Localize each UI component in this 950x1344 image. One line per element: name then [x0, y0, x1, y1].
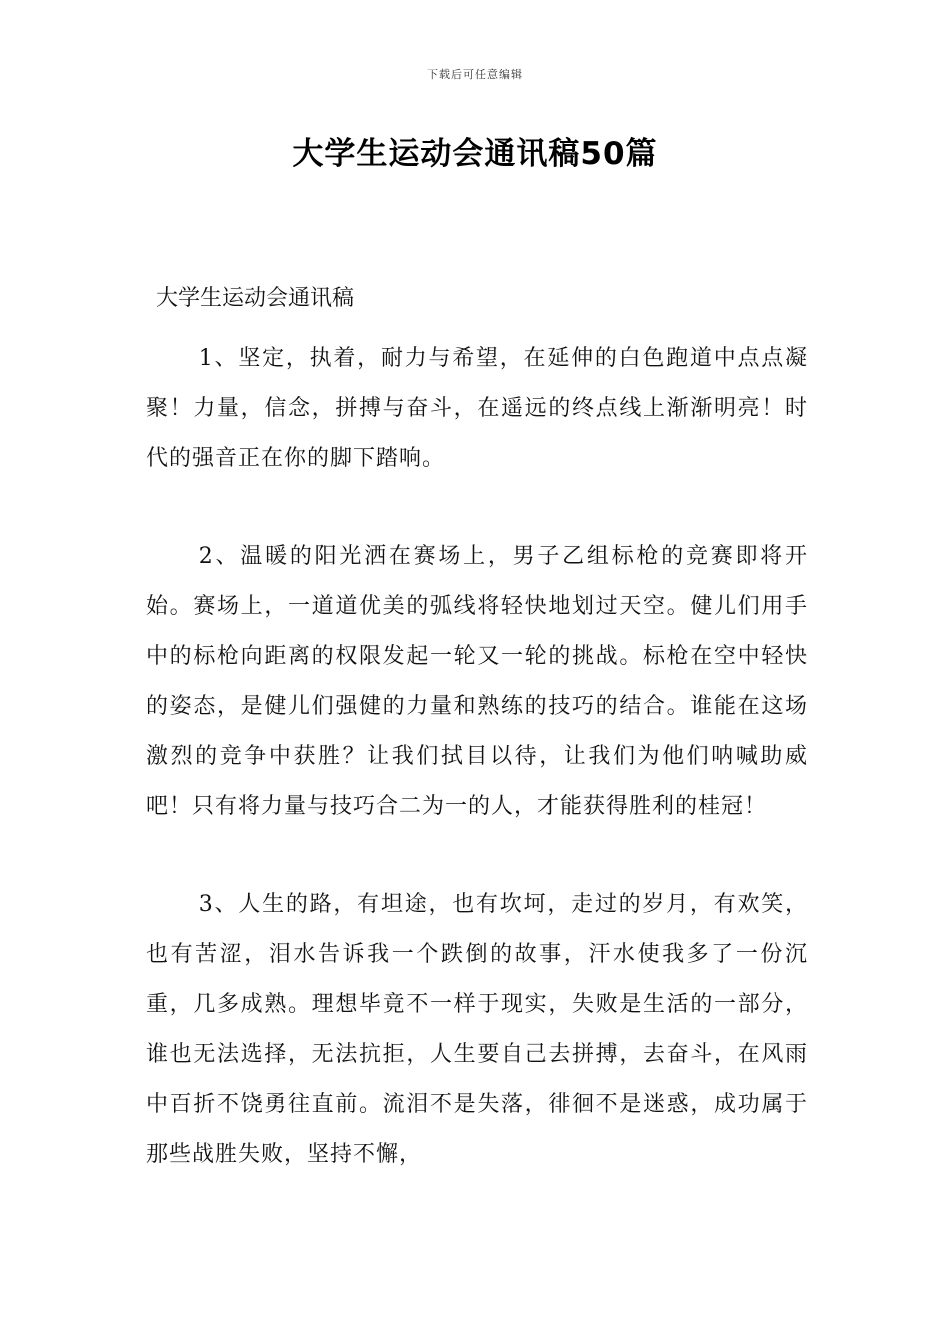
header-note: 下载后可任意编辑	[427, 68, 523, 81]
paragraph-1: 1、坚定，执着，耐力与希望，在延伸的白色跑道中点点凝聚！力量，信念，拼搏与奋斗，在遥远的终点线上渐渐明亮！时代的强音正在你的脚下踏响。	[146, 346, 808, 471]
paragraph-2: 2、温暖的阳光洒在赛场上，男子乙组标枪的竞赛即将开始。赛场上，一道道优美的弧线将轻快地划过天空。健儿们用手中的标枪向距离的权限发起一轮又一轮的挑战。标枪在空中轻快的姿态，是健儿们强健的力量和熟练的技巧的结合。谁能在这场激烈的竞争中获胜？让我们拭目以待，让我们为他们呐喊助威吧！只有将力量与技巧合二为一的人，才能获得胜利的桂冠！	[146, 544, 808, 819]
paragraph-3: 3、人生的路，有坦途，也有坎坷，走过的岁月，有欢笑，也有苦涩，泪水告诉我一个跌倒的故事，汗水使我多了一份沉重，几多成熟。理想毕竟不一样于现实，失败是生活的一部分，谁也无法选择，无法抗拒，人生要自己去拼搏，去奋斗，在风雨中百折不饶勇往直前。流泪不是失落，徘徊不是迷惑，成功属于那些战胜失败，坚持不懈，	[146, 892, 808, 1167]
document-subtitle: 大学生运动会通讯稿	[156, 286, 355, 311]
document-title: 大学生运动会通讯稿50篇	[292, 136, 658, 172]
document-body	[146, 282, 808, 1228]
